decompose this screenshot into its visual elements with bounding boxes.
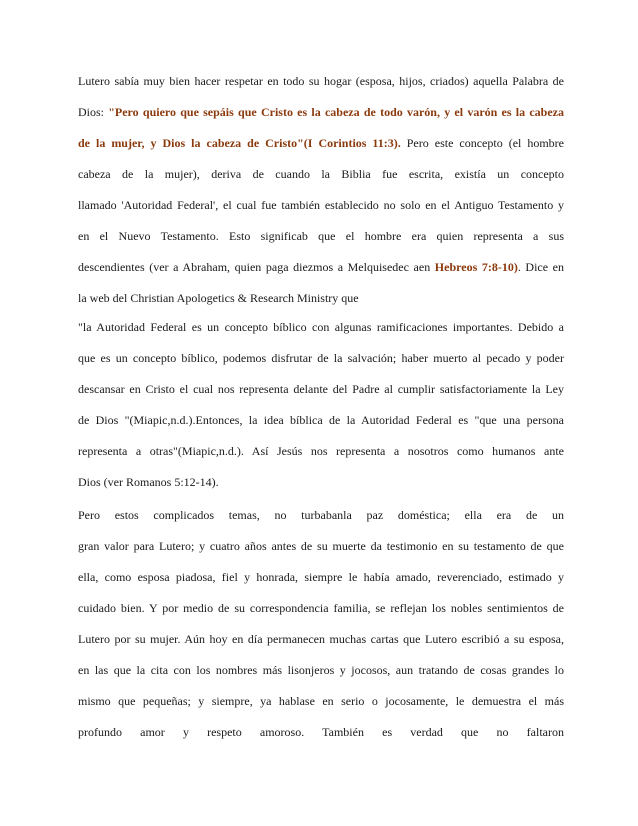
text-line bbox=[78, 624, 564, 655]
text-segment: en las que la cita con los nombres más lisonjeros y jocosos, aun tratando de cosas grandes lo bbox=[78, 663, 564, 677]
text-line bbox=[78, 405, 564, 436]
text-segment: descansar en Cristo el cual nos representa delante del Padre al cumplir satisfactoriamente la Ley bbox=[78, 382, 564, 396]
paragraph-2 bbox=[78, 312, 564, 498]
text-segment: Pero este concepto (el hombre bbox=[400, 136, 564, 150]
text-line bbox=[78, 343, 564, 374]
text-segment: representa a otras"(Miapic,n.d.). Así Jesús nos representa a nosotros como humanos ante bbox=[78, 444, 564, 458]
text-line bbox=[78, 593, 564, 624]
text-segment: gran valor para Lutero; y cuatro años antes de su muerte da testimonio en su testamento de que bbox=[78, 539, 564, 553]
text-line bbox=[78, 221, 564, 252]
text-line bbox=[78, 531, 564, 562]
text-line bbox=[78, 467, 564, 498]
text-segment: cuidado bien. Y por medio de su correspondencia familia, se reflejan los nobles sentimientos de bbox=[78, 601, 564, 615]
paragraph-1 bbox=[78, 66, 564, 314]
text-segment: descendientes (ver a Abraham, quien paga diezmos a Melquisedec aen bbox=[78, 260, 435, 274]
text-segment: Pero estos complicados temas, no turbabanla paz doméstica; ella era de un bbox=[78, 508, 564, 522]
text-line bbox=[78, 717, 564, 748]
scripture-reference: Hebreos 7:8-10) bbox=[434, 260, 518, 274]
text-line bbox=[78, 374, 564, 405]
text-segment: mismo que pequeñas; y siempre, ya hablase en serio o jocosamente, le demuestra el más bbox=[78, 694, 564, 708]
text-segment: llamado 'Autoridad Federal', el cual fue también establecido no solo en el Antiguo Testamento y bbox=[78, 198, 564, 212]
text-line bbox=[78, 66, 564, 97]
text-segment: de Dios "(Miapic,n.d.).Entonces, la idea bíblica de la Autoridad Federal es "que una persona bbox=[78, 413, 564, 427]
text-line bbox=[78, 97, 564, 128]
text-line bbox=[78, 252, 564, 283]
text-line bbox=[78, 128, 564, 159]
paragraph-3 bbox=[78, 500, 564, 748]
text-segment: Dios (ver Romanos 5:12-14). bbox=[78, 475, 219, 489]
text-segment: "la Autoridad Federal es un concepto bíblico con algunas ramificaciones importantes. Debido a bbox=[78, 320, 564, 334]
text-segment: en el Nuevo Testamento. Esto significab que el hombre era quien representa a sus bbox=[78, 229, 564, 243]
text-segment: cabeza de la mujer), deriva de cuando la Biblia fue escrita, existía un concepto bbox=[78, 167, 564, 181]
scripture-reference: "Pero quiero que sepáis que Cristo es la cabeza de todo varón, y el varón es la cabeza bbox=[108, 105, 564, 119]
text-line bbox=[78, 436, 564, 467]
text-line bbox=[78, 562, 564, 593]
text-segment: profundo amor y respeto amoroso. También es verdad que no faltaron bbox=[78, 725, 564, 739]
scripture-reference: de la mujer, y Dios la cabeza de Cristo"(I Corintios 11:3). bbox=[78, 136, 401, 150]
text-segment: la web del Christian Apologetics & Research Ministry que bbox=[78, 291, 359, 305]
text-line bbox=[78, 283, 564, 314]
text-line bbox=[78, 500, 564, 531]
text-segment: . Dice en bbox=[517, 260, 564, 274]
text-line bbox=[78, 312, 564, 343]
text-line bbox=[78, 655, 564, 686]
text-segment: Dios: bbox=[78, 105, 109, 119]
text-segment: que es un concepto bíblico, podemos disfrutar de la salvación; haber muerto al pecado y poder bbox=[78, 351, 564, 365]
text-segment: Lutero por su mujer. Aún hoy en día permanecen muchas cartas que Lutero escribió a su esposa, bbox=[78, 632, 564, 646]
text-line bbox=[78, 686, 564, 717]
text-segment: ella, como esposa piadosa, fiel y honrada, siempre le había amado, reverenciado, estimado y bbox=[78, 570, 564, 584]
text-line bbox=[78, 159, 564, 190]
text-segment: Lutero sabía muy bien hacer respetar en todo su hogar (esposa, hijos, criados) aquella Palabra de bbox=[78, 74, 564, 88]
text-line bbox=[78, 190, 564, 221]
